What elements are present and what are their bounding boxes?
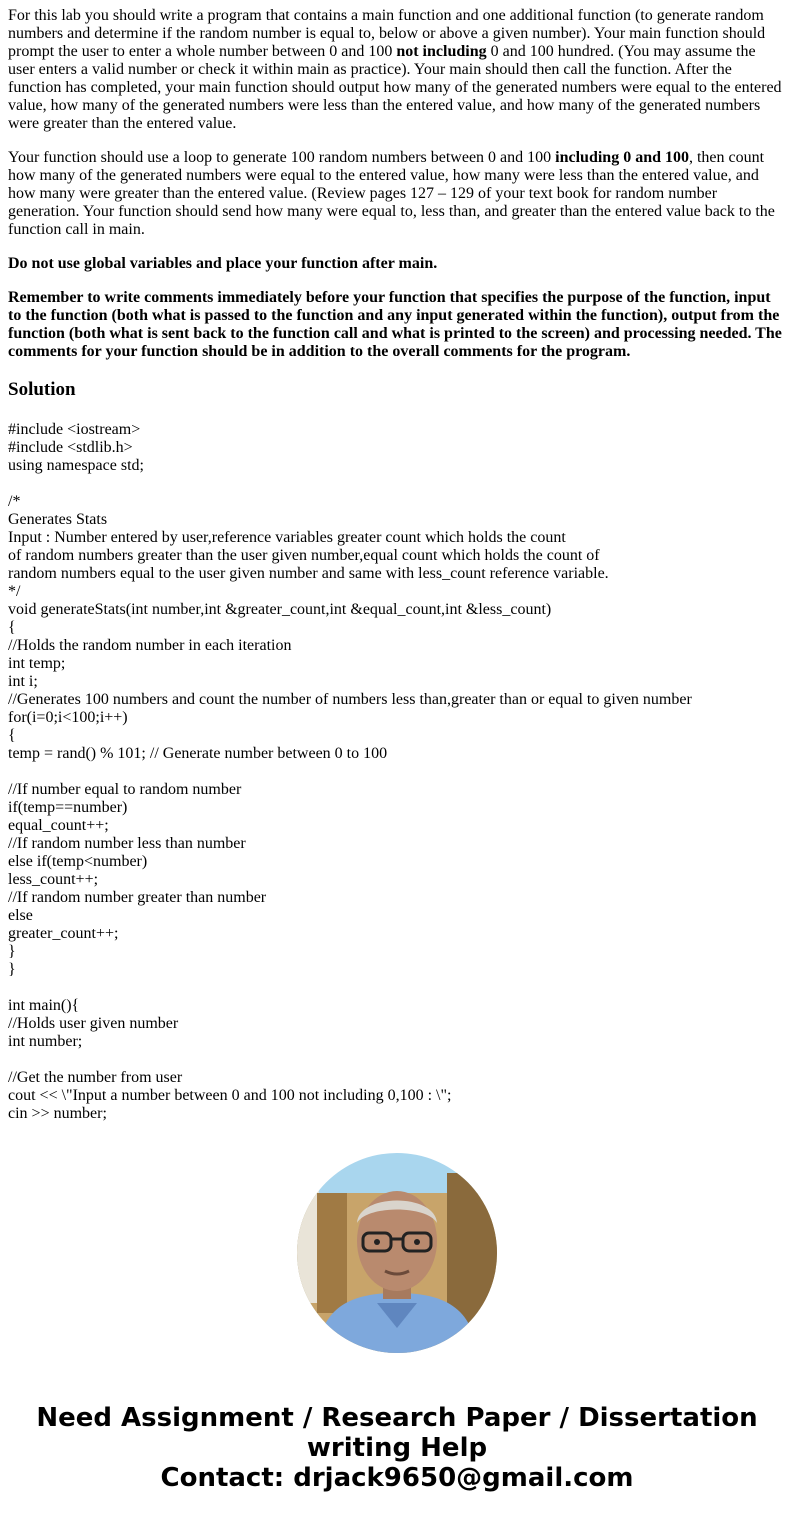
question-p2-text-b: , then count how many of the generated numbers were equal to the entered value, how many were less than the entered value, and how many were greater than the entered value. (Review pages 127 – 129 of your text book for random number generation. Your function should send how many were equal to, less than, and greater than the entered value back to the function call in main.: [8, 149, 775, 238]
solution-code: #include <iostream> #include <stdlib.h> using namespace std; /* Generates Stats Input : Number entered by user,reference variables greater count which holds the count of random numbers greater than the user given number,equal count which holds the count of random numbers equal to the user given number and same with less_count reference variable. */ void generateStats(int number,int &greater_count,int &equal_count,int &less_count) { //Holds the random number in each iteration int temp; int i; //Generates 100 numbers and count the number of numbers less than,greater than or equal to given number for(i=0;i<100;i++) { temp = rand() % 101; // Generate number between 0 to 100 //If number equal to random number if(temp==number) equal_count++; //If random number less than number else if(temp<number) less_count++; //If random number greater than number else greater_count++; } } int main(){ //Holds user given number int number; //Get the number from user cout << \"Input a number between 0 and 100 not including 0,100 : \"; cin >> number;: [8, 421, 692, 1122]
solution-heading: Solution: [8, 379, 76, 400]
question-p1-bold: not including: [396, 43, 487, 60]
question-p2-bold: including 0 and 100: [555, 149, 689, 166]
question-paragraph-3: Do not use global variables and place your function after main.: [8, 255, 438, 272]
question-paragraph-1: [8, 7, 786, 133]
question-paragraph-2: [8, 149, 786, 239]
question-p1-text-a: For this lab you should write a program that contains a main function and one additional function (to generate random numbers and determine if the random number is equal to, below or above a given number). Your main function should prompt the user to enter a whole number between 0 and 100: [8, 7, 766, 60]
question-p2-text-a: Your function should use a loop to generate 100 random numbers between 0 and 100: [8, 149, 556, 166]
document-body: [8, 0, 786, 1123]
author-avatar: [297, 1153, 497, 1353]
promo-line-1: Need Assignment / Research Paper / Dissertation writing Help: [36, 1403, 758, 1463]
promo-contact: Contact: drjack9650@gmail.com: [160, 1463, 634, 1493]
question-paragraph-4: Remember to write comments immediately before your function that specifies the purpose of the function, input to the function (both what is passed to the function and any input generated within the function), output from the function (both what is sent back to the function call and what is printed to the screen) and processing needed. The comments for your function should be in addition to the overall comments for the program.: [8, 289, 782, 360]
author-portrait: [297, 1153, 497, 1353]
question-p1-text-b: 0 and 100 hundred. (You may assume the user enters a valid number or check it within main as practice). Your main should then call the function. After the function has completed, your main function should output how many of the generated numbers were equal to the entered value, how many of the generated numbers were less than the entered value, and how many of the generated numbers were greater than the entered value.: [8, 43, 782, 132]
promo-banner: [0, 1403, 794, 1493]
